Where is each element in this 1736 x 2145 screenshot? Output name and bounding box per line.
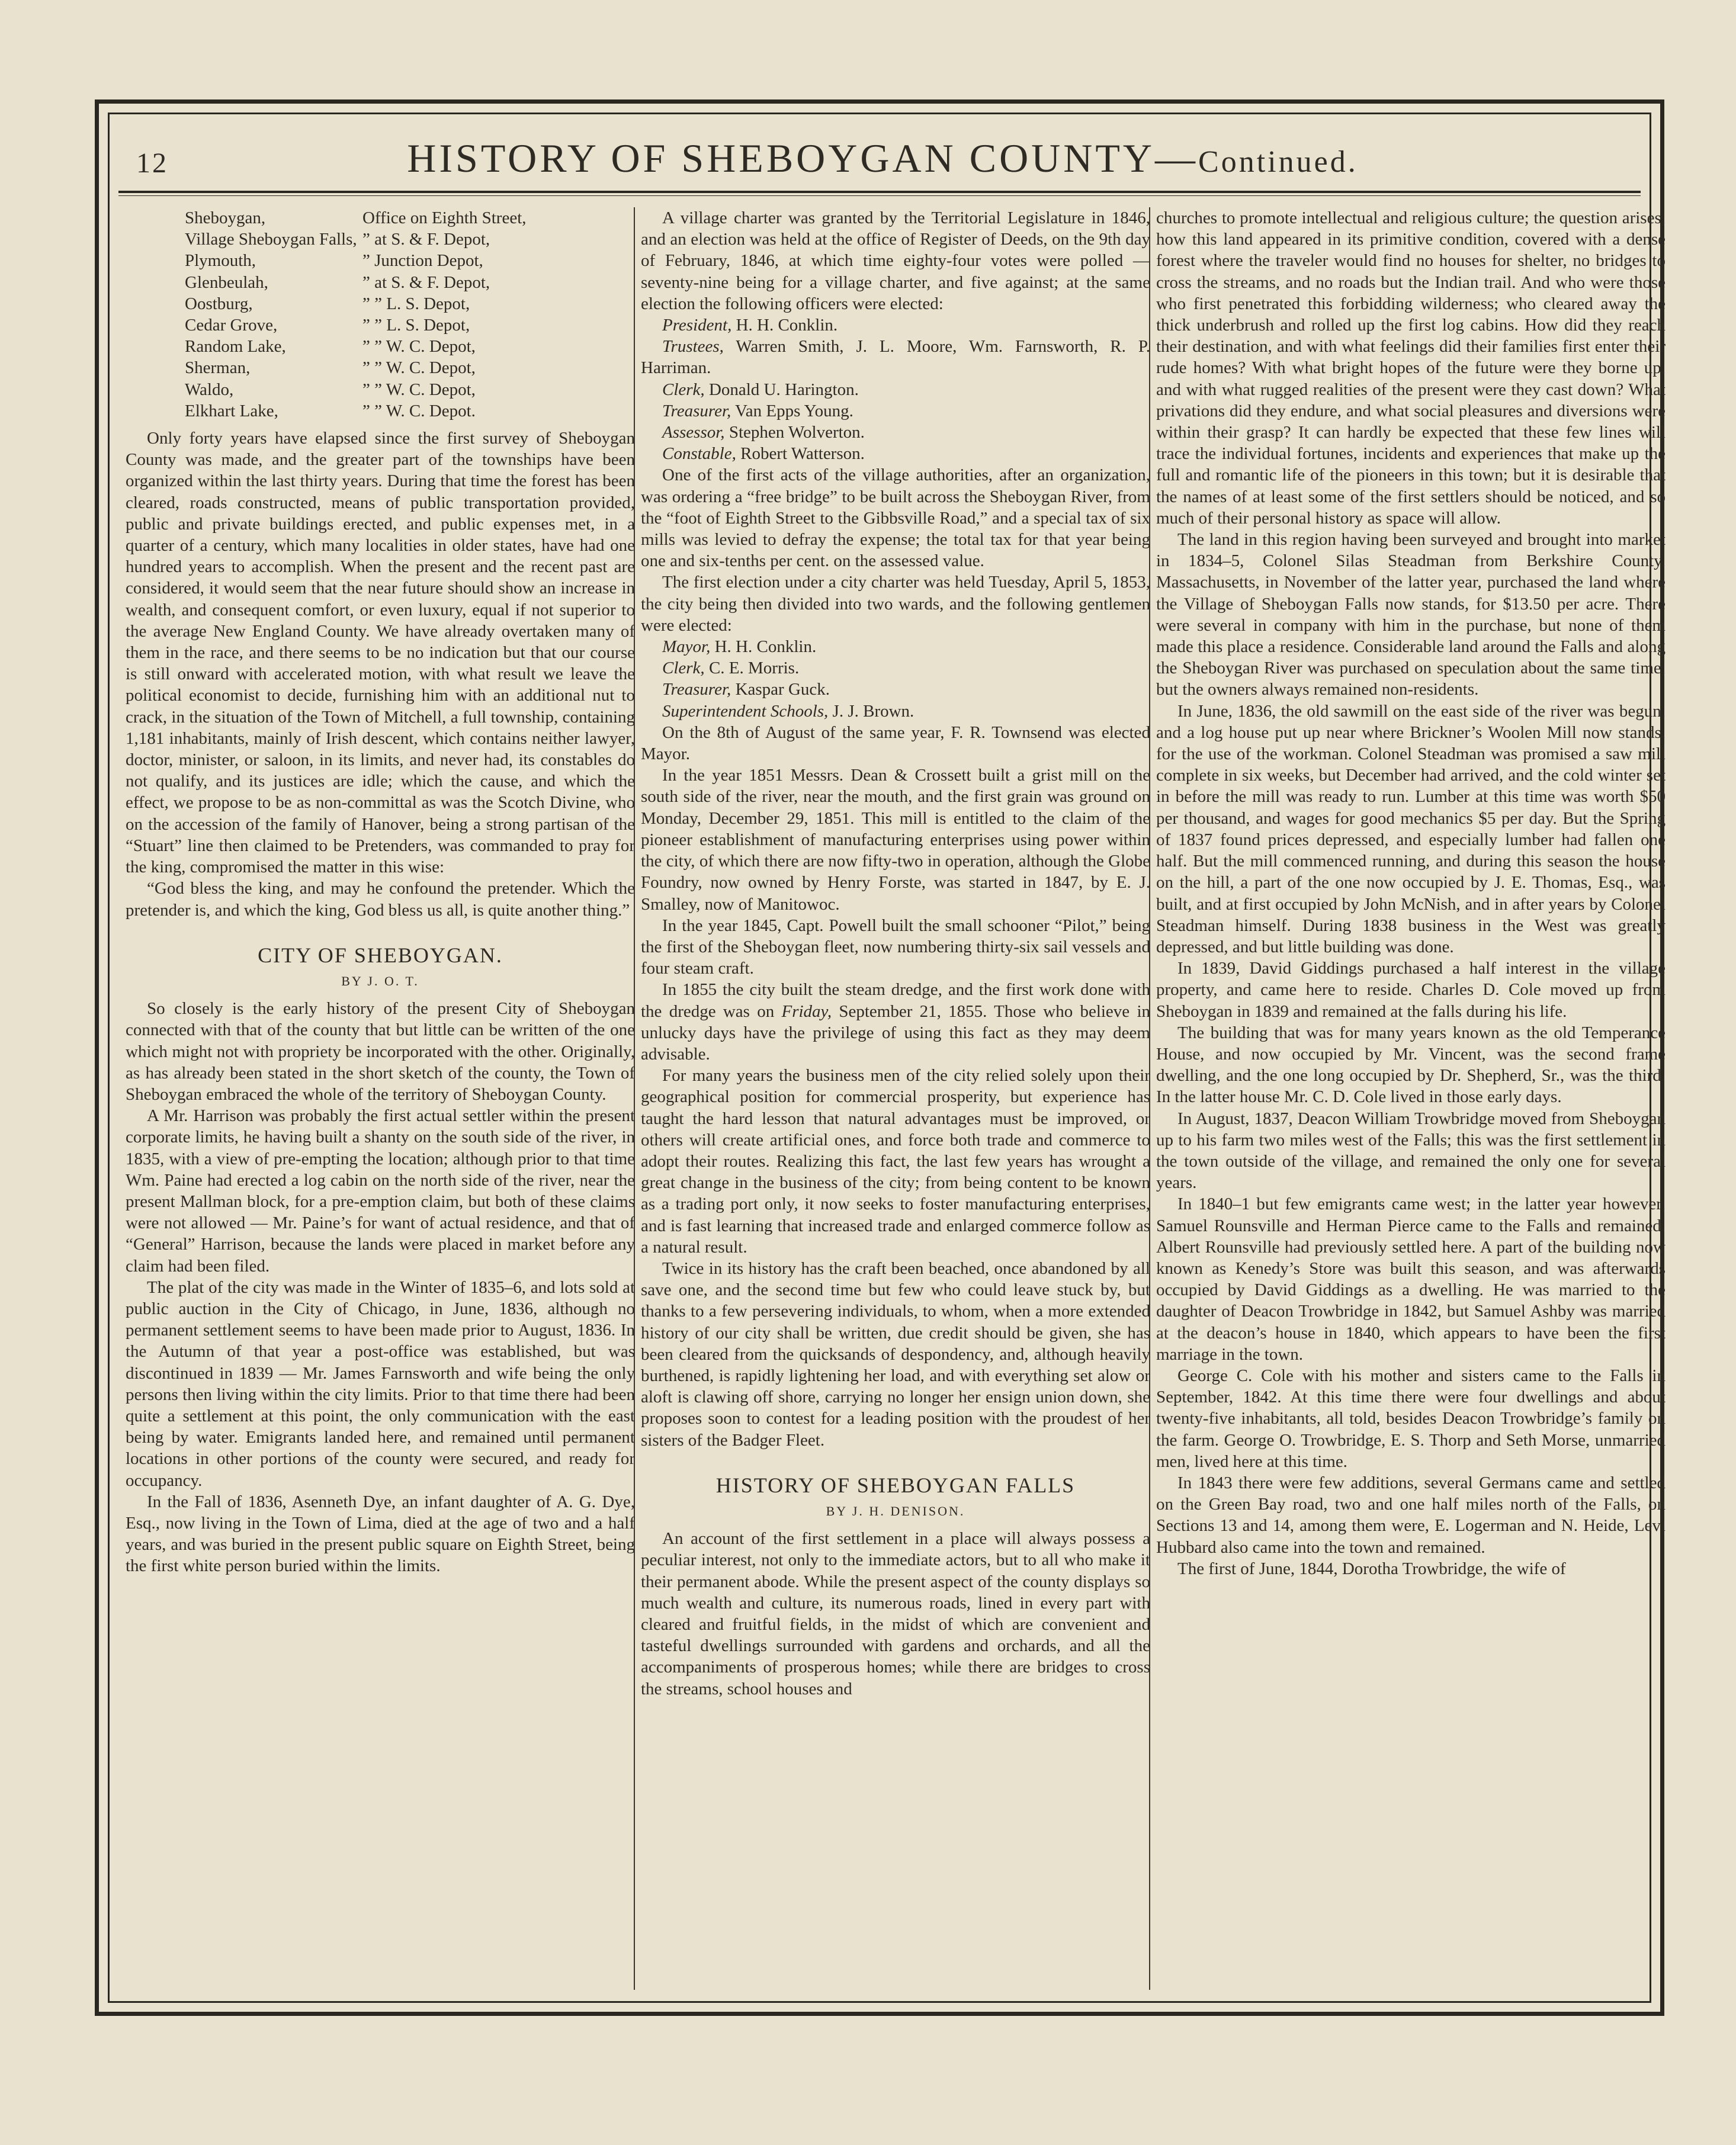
officer-entry [641, 422, 1150, 443]
paragraph: On the 8th of August of the same year, F. R. Townsend was elected Mayor. [641, 723, 1150, 764]
office-location: Office on Eighth Street, [362, 208, 527, 227]
office-location: ” at S. & F. Depot, [362, 272, 490, 292]
directory-row [126, 293, 635, 314]
officer-names: Warren Smith, J. L. Moore, Wm. Farnsworth, R. P. Harriman. [641, 337, 1150, 378]
paragraph: The first of June, 1844, Dorotha Trowbridge, the wife of [1177, 1559, 1566, 1578]
town-name: Sherman, [185, 358, 251, 378]
paragraph: For many years the business men of the city relied solely upon their geographical position for commercial prosperity, but experience has taught the hard lesson that natural advantages must be improved, or others will create artificial ones, and force both trade and commerce to adopt their routes. Realizing this fact, the last few years has wrought a great change in the business of the city; from being content to be known as a trading port only, it now seeks to foster manufacturing enterprises, and is fast learning that increased trade and enlarged commerce follow as a natural result. [641, 1066, 1150, 1257]
directory-row [126, 336, 635, 357]
officer-names: H. H. Conklin. [714, 637, 817, 657]
directory-row [126, 272, 635, 293]
officer-entry [641, 636, 1150, 657]
column-2 [641, 207, 1150, 1997]
header-rule [118, 191, 1641, 193]
paragraph: In June, 1836, the old sawmill on the east side of the river was begun, and a log house put up near where Brickner’s Woolen Mill now stands, for the use of the workman. Colonel Steadman was promised a saw mill complete in six weeks, but December had arrived, and the cold winter set in before the mill was ready to run. Lumber at this time was worth $50 per thousand, and wages for good mechanics $5 per day. But the Spring of 1837 found prices depressed, and especially lumber had fallen one half. But the mill commenced running, and during this season the house on the hill, a part of the one now occupied by J. E. Thomas, Esq., was built, and at first occupied by John McNish, and in after years by Colonel Steadman himself. During 1838 business in the West was greatly depressed, and but little building was done. [1156, 701, 1666, 956]
office-location: ” at S. & F. Depot, [362, 230, 490, 249]
officer-names: Van Epps Young. [735, 401, 853, 420]
byline: BY J. H. DENISON. [826, 1503, 965, 1518]
officer-names: C. E. Morris. [708, 659, 800, 678]
header-rule-thin [118, 195, 1641, 196]
officer-title: Clerk, [662, 659, 705, 678]
officer-names: Kaspar Guck. [735, 680, 830, 699]
directory-row [126, 357, 635, 378]
paragraph: George C. Cole with his mother and sisters came to the Falls in September, 1842. At this time there were four dwellings and about twenty-five inhabitants, all told, besides Deacon Trowbridge’s family on the farm. George O. Trowbridge, E. S. Thorp and Seth Morse, unmarried men, lived here at this time. [1156, 1366, 1666, 1471]
officer-title: President, [662, 316, 732, 335]
officer-title: Treasurer, [662, 680, 731, 699]
officer-title: Treasurer, [662, 401, 731, 420]
text-run: In 1855 the city built the steam dredge, and the first work done with the dredge was on [641, 980, 1150, 1021]
town-name: Elkhart Lake, [185, 401, 278, 420]
town-name: Oostburg, [185, 294, 253, 313]
paragraph: One of the first acts of the village authorities, after an organization, was ordering a “free bridge” to be built across the Sheboygan River, from the “foot of Eighth Street to the Gibbsville Road,” and a special tax of six mills was levied to defray the expense; the total tax for that year being one and six-tenths per cent. on the assessed value. [641, 465, 1150, 571]
officer-names: H. H. Conklin. [736, 316, 838, 335]
paragraph: The land in this region having been surveyed and brought into market in 1834–5, Colonel Silas Steadman from Berkshire County, Massachusetts, in November of the latter year, purchased the land where the Village of Sheboygan Falls now stands, for $13.50 per acre. There were several in company with him in the purchase, but none of them made this place a residence. Considerable land around the Falls and along the Sheboygan River was purchased on speculation about the same time, but the owners always remained non-residents. [1156, 530, 1666, 699]
officer-title: Clerk, [662, 380, 705, 399]
paragraph: So closely is the early history of the present City of Sheboygan connected with that of the county that but little can be written of the one which might not with propriety be incorporated with the other. Originally, as has already been stated in the short sketch of the county, the Town of Sheboygan embraced the whole of the territory of Sheboygan County. [126, 999, 635, 1104]
paragraph: In the Fall of 1836, Asenneth Dye, an infant daughter of A. G. Dye, Esq., now living in the Town of Lima, died at the age of two and a half years, and was buried in the present public square on Eighth Street, being the first white person buried within the limits. [126, 1492, 635, 1576]
officer-entry [641, 657, 1150, 679]
directory-row [126, 207, 635, 229]
italic-text: Friday, [781, 1001, 832, 1021]
officer-names: Robert Watterson. [740, 444, 865, 464]
column-3 [1156, 207, 1666, 1997]
paragraph: In 1840–1 but few emigrants came west; in the latter year however, Samuel Rounsville and Herman Pierce came to the Falls and remained. Albert Rounsville had previously settled here. A part of the building now known as Kenedy’s Store was built this season, and was afterwards occupied by David Giddings as a dwelling. He was married to the daughter of Deacon Trowbridge in 1842, but Samuel Ashby was married at the deacon’s house in 1840, which appears to have been the first marriage in the town. [1156, 1194, 1666, 1364]
officer-entry [641, 336, 1150, 378]
officer-title: Mayor, [662, 637, 711, 657]
officer-names: Stephen Wolverton. [729, 423, 865, 442]
directory-row [126, 250, 635, 271]
officer-title: Trustees, [662, 337, 724, 357]
officer-names: Donald U. Harington. [708, 380, 859, 399]
paragraph: Twice in its history has the craft been beached, once abandoned by all save one, and the second time but few who could leave stuck by, but thanks to a few persevering individuals, to whom, when a more extended history of our city shall be written, due credit should be given, she has been cleared from the quicksands of despondency, and, although heavily burthened, is rapidly lightening her load, and with everything set alow or aloft is clawing off shore, carrying no longer her ensign union down, she proposes soon to contest for a leading position with the proudest of her sisters of the Badger Fleet. [641, 1258, 1150, 1450]
paragraph: Only forty years have elapsed since the first survey of Sheboygan County was made, and the greater part of the townships have been organized within the last thirty years. During that time the forest has been cleared, roads constructed, means of public transportation provided, public and private buildings erected, and public expenses met, in a quarter of a century, which many localities in older states, have had one hundred years to accomplish. When the present and the recent past are considered, it would seem that the near future should show an increase in wealth, and consequent comfort, or even luxury, equal if not superior to the average New England County. We have already overtaken many of them in the race, and there seems to be no indication but that our course is still onward with accelerated motion, with what result we leave the political economist to decide, furnishing him with an additional nut to crack, in the situation of the Town of Mitchell, a full township, containing 1,181 inhabitants, mainly of Irish descent, which contains neither lawyer, doctor, minister, or saloon, in its limits, and never had, its constables do not qualify, and its justices are idle; which the cause, and which the effect, we propose to be as non-committal as was the Scotch Divine, who on the accession of the family of Hanover, being a strong partisan of the “Stuart” line then claimed to be Pretenders, was commanded to pray for the king, compromised the matter in this wise: [126, 429, 635, 877]
office-location: ” ” L. S. Depot, [362, 294, 470, 313]
quotation: “God bless the king, and may he confound the pretender. Which the pretender is, and which the king, God bless us all, is quite another thing.” [126, 879, 635, 920]
officer-entry [641, 701, 1150, 722]
column-1 [126, 207, 635, 1997]
officer-title: Superintendent Schools, [662, 701, 829, 721]
paragraph [641, 979, 1150, 1065]
office-directory [126, 207, 635, 422]
office-location: ” Junction Depot, [362, 251, 483, 271]
officer-entry [641, 400, 1150, 422]
page-title-suffix: Continued. [1198, 145, 1358, 179]
city-officers-list [641, 636, 1150, 722]
paragraph: The first election under a city charter was held Tuesday, April 5, 1853, the city being then divided into two wards, and the following gentlemen were elected: [641, 573, 1150, 635]
town-name: Glenbeulah, [185, 272, 268, 292]
paragraph: The building that was for many years known as the old Temperance House, and now occupied by Mr. Vincent, was the second frame dwelling, and the one long occupied by Dr. Shepherd, Sr., was the third. In the latter house Mr. C. D. Cole lived in those early days. [1156, 1023, 1666, 1107]
town-name: Plymouth, [185, 251, 256, 271]
paragraph: An account of the first settlement in a place will always possess a peculiar interest, not only to the immediate actors, but to all who make it their permanent abode. While the present aspect of the county displays so much wealth and culture, its numerous roads, lined in every part with cleared and fruitful fields, in the midst of which are convenient and tasteful dwellings surrounded with gardens and orchards, and all the accompaniments of prosperous homes; while there are bridges to cross the streams, school houses and [641, 1529, 1150, 1698]
text-run: September 21, 1855. Those who believe in unlucky days have the privilege of using this fact as they may deem advisable. [641, 1001, 1150, 1064]
town-name: Waldo, [185, 380, 234, 399]
office-location: ” ” L. S. Depot, [362, 316, 470, 335]
officer-entry [641, 314, 1150, 336]
directory-row [126, 379, 635, 400]
paragraph: A village charter was granted by the Territorial Legislature in 1846, and an election was held at the office of Register of Deeds, on the 9th day of February, 1846, at which time eighty-four votes were polled — seventy-nine being for a village charter, and five against; at the same election the following officers were elected: [641, 208, 1150, 313]
paragraph: churches to promote intellectual and religious culture; the question arises, how this land appeared in its primitive condition, covered with a dense forest where the traveler would find no houses for shelter, no bridges to cross the streams, and no roads but the Indian trail. And who were those who first penetrated this forbidding wilderness; who cleared away the thick underbrush and rolled up the first log cabins. How did they reach their destination, and with what feelings did their families first enter their rude homes? With what bright hopes of the future were they borne up, and with what rugged realities of the present were they cast down? What privations did they endure, and what social pleasures and diversions were within their grasp? It can hardly be expected that these few lines will trace the individual fortunes, incidents and experiences that make up the full and romantic life of the pioneers in this town; but it is desirable that the names of at least some of the first settlers should be noticed, and so much of their personal history as space will allow. [1156, 208, 1666, 528]
directory-row [126, 314, 635, 336]
paragraph: In August, 1837, Deacon William Trowbridge moved from Sheboygan up to his farm two miles west of the Falls; this was the first settlement in the town outside of the village, and remained the only one for several years. [1156, 1109, 1666, 1193]
town-name: Village Sheboygan Falls, [185, 230, 357, 249]
page-title-main: HISTORY OF SHEBOYGAN COUNTY— [407, 136, 1199, 181]
village-officers-list [641, 314, 1150, 464]
page-header [130, 135, 1635, 188]
directory-row [126, 400, 635, 422]
town-name: Sheboygan, [185, 208, 266, 227]
paragraph: In the year 1845, Capt. Powell built the small schooner “Pilot,” being the first of the Sheboygan fleet, now numbering thirty-six sail vessels and four steam craft. [641, 916, 1150, 978]
officer-title: Constable, [662, 444, 736, 464]
directory-row [126, 229, 635, 250]
page-title [130, 135, 1635, 182]
officer-entry [641, 679, 1150, 700]
office-location: ” ” W. C. Depot, [362, 337, 476, 357]
town-name: Cedar Grove, [185, 316, 278, 335]
byline: BY J. O. T. [341, 973, 419, 988]
page-number: 12 [136, 147, 168, 179]
section-heading-falls: HISTORY OF SHEBOYGAN FALLS [715, 1473, 1076, 1497]
officer-title: Assessor, [662, 423, 725, 442]
office-location: ” ” W. C. Depot, [362, 380, 476, 399]
paragraph: In 1839, David Giddings purchased a half interest in the village property, and came here to reside. Charles D. Cole moved up from Sheboygan in 1839 and remained at the falls during his life. [1156, 959, 1666, 1021]
section-heading-city: CITY OF SHEBOYGAN. [258, 943, 503, 967]
office-location: ” ” W. C. Depot. [362, 401, 476, 420]
officer-entry [641, 443, 1150, 464]
town-name: Random Lake, [185, 337, 286, 357]
paragraph: A Mr. Harrison was probably the first actual settler within the present corporate limits, he having built a shanty on the south side of the river, in 1835, with a view of pre-empting the location; although prior to that time Wm. Paine had erected a log cabin on the north side of the river, near the present Mallman block, for a pre-emption claim, but both of these claims were not allowed — Mr. Paine’s for want of actual residence, and that of “General” Harrison, because the lands were placed in market before any claim had been filed. [126, 1106, 635, 1276]
paragraph: In the year 1851 Messrs. Dean & Crossett built a grist mill on the south side of the river, near the mouth, and the first grain was ground on Monday, December 29, 1851. This mill is entitled to the claim of the pioneer establishment of manufacturing enterprises using power within the city, of which there are now fifty-two in operation, although the Globe Foundry, now owned by Henry Forste, was started in 1847, by E. J. Smalley, now of Manitowoc. [641, 766, 1150, 914]
office-location: ” ” W. C. Depot, [362, 358, 476, 378]
paragraph: The plat of the city was made in the Winter of 1835–6, and lots sold at public auction in the City of Chicago, in June, 1836, although no permanent settlement seems to have been made prior to August, 1836. In the Autumn of that year a post-office was established, but was discontinued in 1839 — Mr. James Farnsworth and wife being the only persons then living within the city limits. Prior to that time there had been quite a settlement at this point, the only communication with the east being by water. Emigrants landed here, and remained until permanent locations in other portions of the county were secured, and ready for occupancy. [126, 1277, 635, 1490]
officer-names: J. J. Brown. [832, 701, 914, 721]
officer-entry [641, 379, 1150, 400]
paragraph: In 1843 there were few additions, several Germans came and settled on the Green Bay road, two and one half miles north of the Falls, on Sections 13 and 14, among them were, E. Logerman and N. Heide, Levi Hubbard also came into the town and remained. [1156, 1473, 1666, 1557]
